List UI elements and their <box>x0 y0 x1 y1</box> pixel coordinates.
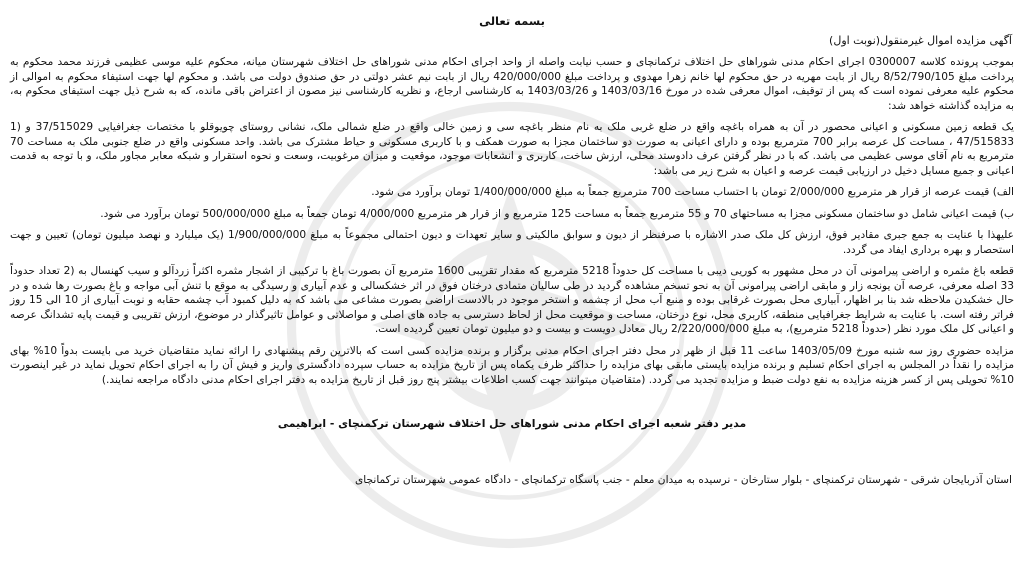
item-2-description: قطعه باغ مثمره و اراضی پیرامونی آن در محل مشهور به کوریی دیبی با مساحت کل حدوداً 5218 مترمربع که مقدار تقریبی 1600 مترمربع آن بصورت باغ با ترکیبی از اشجار مثمره اکثراً زردآلو و سیب کهنسال به (2 تعداد حدوداً 33 اصله معرفی، عرصه آن یونجه زار و مابقی اراضی پیرامونی آن به نحو تسخم مشاهده گردید در طی سالیان متمادی درختان فوق در اثر خشکسالی و عدم آبیاری و رسیدگی به موقع با تنش آبی مواجه و باغ بصورت رها شده و در حال خشکیدن ملاحظه شد بنا بر اظهار، آبیاری محل بصورت غرقابی بوده و منبع آب محل از چشمه و استخر موجود در بالادست اراضی بصورت مشاعی می باشد که به دلیل کمبود آب چشمه حقابه و نوبت آبیاری از 10 الی 15 روز فراتر رفته است. با عنایت به شرایط جغرافیایی منطقه، کاربری محل، نوع درختان، مساحت و موقعیت محل از لحاظ دسترسی به جاده های اصلی و مواصلاتی و عوامل تاثیرگذار در موضوع، ارزش تقریبی و قیمت پایه تشدانگ عرصه و اعیانی کل ملک مورد نظر (حدوداً 5218 مترمربع)، به مبلغ 2/220/000/000 ریال معادل دویست و بیست و دو میلیون تومان تعیین گردیده است. <box>10 265 1014 335</box>
item-1-building-value: ب) قیمت اعیانی شامل دو ساختمان مسکونی مجزا به مساحتهای 70 و 55 مترمربع جمعاً به مساحت 125 مترمربع و از قرار هر مترمربع 4/000/000 تومان جمعاً به مبلغ 500/000/000 تومان برآورد می شود. <box>100 207 1014 220</box>
intro-paragraph: بموجب پرونده کلاسه 0300007 اجرای احکام مدنی شوراهای حل اختلاف ترکمانچای و حسب نیابت واصله از واحد اجرای احکام مدنی شوراهای حل اختلاف شهرستان میانه، محکوم علیه موسی عظیمی فرزند محمد محکوم به پرداخت مبلغ 8/52/790/105 ریال از بابت مهریه در حق محکوم لها خانم زهرا مهدوی و پرداخت مبلغ 420/000/000 ریال از بابت نیم عشر دولتی در حق صندوق دولت می باشد. و محکوم لها جهت استیفاء محکوم به اموالی از محکوم علیه معرفی نموده است که پس از توقیف، اموال معرفی شده در مورخ 1403/03/16 و 1403/03/26 به کارشناسی ارجاع، و نظریه کارشناسی نیز مصون از اعتراض باقی مانده، که به شرح ذیل جهت استیفای محکوم به، به مزایده گذاشته خواهد شد: <box>10 56 1014 112</box>
item-1-total-value: علیهذا با عنایت به جمع جبری مقادیر فوق، ارزش کل ملک صدر الاشاره با صرفنظر از دیون و سوابق مالکیتی و سایر تعهدات و دیون احتمالی مجموعاً به مبلغ 1/900/000/000 (یک میلیارد و نهصد میلیون تومان) تعیین و جهت استحصار و بهره برداری ایفاد می گردد. <box>10 229 1014 256</box>
page-title: بسمه تعالی <box>479 14 545 28</box>
item-1-land-value: الف) قیمت عرصه از قرار هر مترمربع 2/000/000 تومان با احتساب مساحت 700 مترمربع جمعاً به مبلغ 1/400/000/000 تومان برآورد می شود. <box>371 186 1014 198</box>
signature-line: مدیر دفتر شعبه اجرای احکام مدنی شوراهای حل اختلاف شهرستان ترکمنچای - ابراهیمی <box>277 417 747 430</box>
item-1-description: یک قطعه زمین مسکونی و اعیانی محصور در آن به همراه باغچه واقع در ضلع غربی ملک به نام منظر باغچه سی و زمین خالی واقع در ضلع شمالی ملک، نشانی روستای چویوقلو با مختصات جغرافیایی 37/515029 و (1 47/515833 ، مساحت کل عرصه برابر 700 مترمربع بوده و دارای اعیانی به صورت دو ساختمان مجزا به صورت همکف و با کاربری مسکونی و حیاط مشترک می باشد. واحد مسکونی واقع در ضلع جنوبی ملک به مساحت 70 مترمربع به نام آقای موسی عظیمی می باشد. که با در نظر گرفتن عرف دادوستد محلی، ارزش ساخت، کاربری و انشعابات موجود، موقعیت و میزان مرغوبیت، وسعت و نحوه استقرار و شبکه معابر مجاور ملک، و با توجه به قدمت اعیانی و جمیع مسایل دخیل در ارزیابی قیمت عرصه و اعیان به شرح زیر می باشد: <box>10 121 1015 177</box>
auction-conditions: مزایده حضوری روز سه شنبه مورخ 1403/05/09 ساعت 11 قبل از ظهر در محل دفتر اجرای احکام مدنی برگزار و برنده مزایده کسی است که بالاترین رقم پیشنهادی را ارائه نماید متقاضیان خرید می بایست بدواً 10% بهای مزایده را نقداً در المجلس به اجرای احکام تسلیم و برنده مزایده بایستی مابقی بهای مزایده را حداکثر ظرف یکماه پس از تاریخ مزایده به حساب سپرده دادگستری واریز و فیش آن را به اجرای احکام تحویل نماید در غیر اینصورت 10% تحویلی پس از کسر هزینه مزایده به نفع دولت ضبط و مزایده تجدید می گردد. (متقاضیان میتوانند جهت کسب اطلاعات بیشتر پنج روز قبل از تاریخ مزایده به دفتر اجرای احکام مدنی دادگاه مراجعه نمایند.) <box>10 344 1014 386</box>
address-line: استان آذربایجان شرقی - شهرستان ترکمنچای - بلوار ستارخان - نرسیده به میدان معلم - جنب پاسگاه ترکمانچای - دادگاه عمومی شهرستان ترکمانچای <box>355 474 1012 486</box>
notice-subtitle: آگهی مزایده اموال غیرمنقول(نوبت اول) <box>829 34 1012 47</box>
